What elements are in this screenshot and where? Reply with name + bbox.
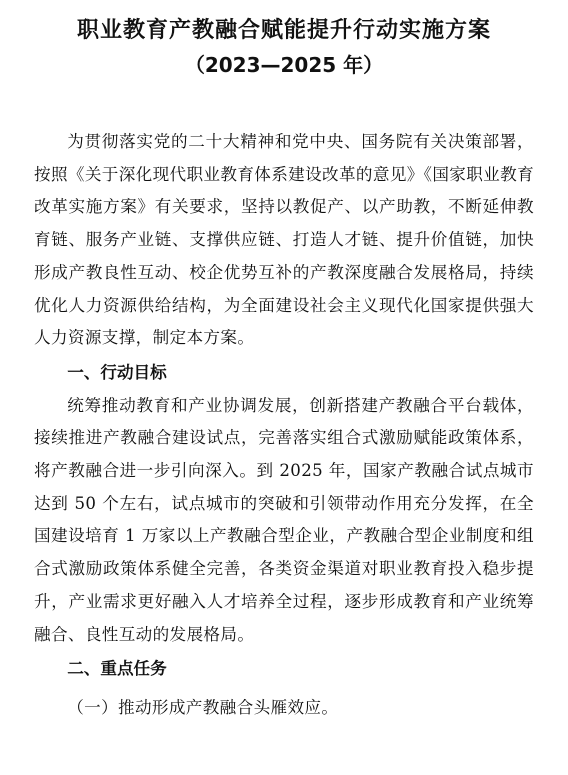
section-heading-goals: 一、行动目标: [67, 362, 167, 382]
document-title: 职业教育产教融合赋能提升行动实施方案: [76, 18, 491, 43]
document-body: [34, 126, 534, 725]
subsection-heading-lead-goose: （一）推动形成产教融合头雁效应。: [67, 697, 339, 717]
document-subtitle: （2023—2025 年）: [184, 53, 384, 77]
goals-paragraph: 统筹推动教育和产业协调发展，创新搭建产教融合平台载体，接续推进产教融合建设试点，完善落实组合式激励赋能政策体系，将产教融合进一步引向深入。到 2025 年，国家产教融合试点城市达到 50 个左右，试点城市的突破和引领带动作用充分发挥，在全国建设培育 1 万家以上产教融合型企业，产教融合型企业制度和组合式激励政策体系健全完善，各类资金渠道对职业教育投入稳步提升，产业需求更好融入人才培养全过程，逐步形成教育和产业统筹融合、良性互动的发展格局。: [34, 395, 534, 644]
section-heading-tasks: 二、重点任务: [67, 659, 167, 679]
intro-paragraph: 为贯彻落实党的二十大精神和党中央、国务院有关决策部署，按照《关于深化现代职业教育体系建设改革的意见》《国家职业教育改革实施方案》有关要求，坚持以教促产、以产助教，不断延伸教育链、服务产业链、支撑供应链、打造人才链、提升价值链，加快形成产教良性互动、校企优势互补的产教深度融合发展格局，持续优化人力资源供给结构，为全面建设社会主义现代化国家提供强大人力资源支撑，制定本方案。: [34, 132, 535, 348]
